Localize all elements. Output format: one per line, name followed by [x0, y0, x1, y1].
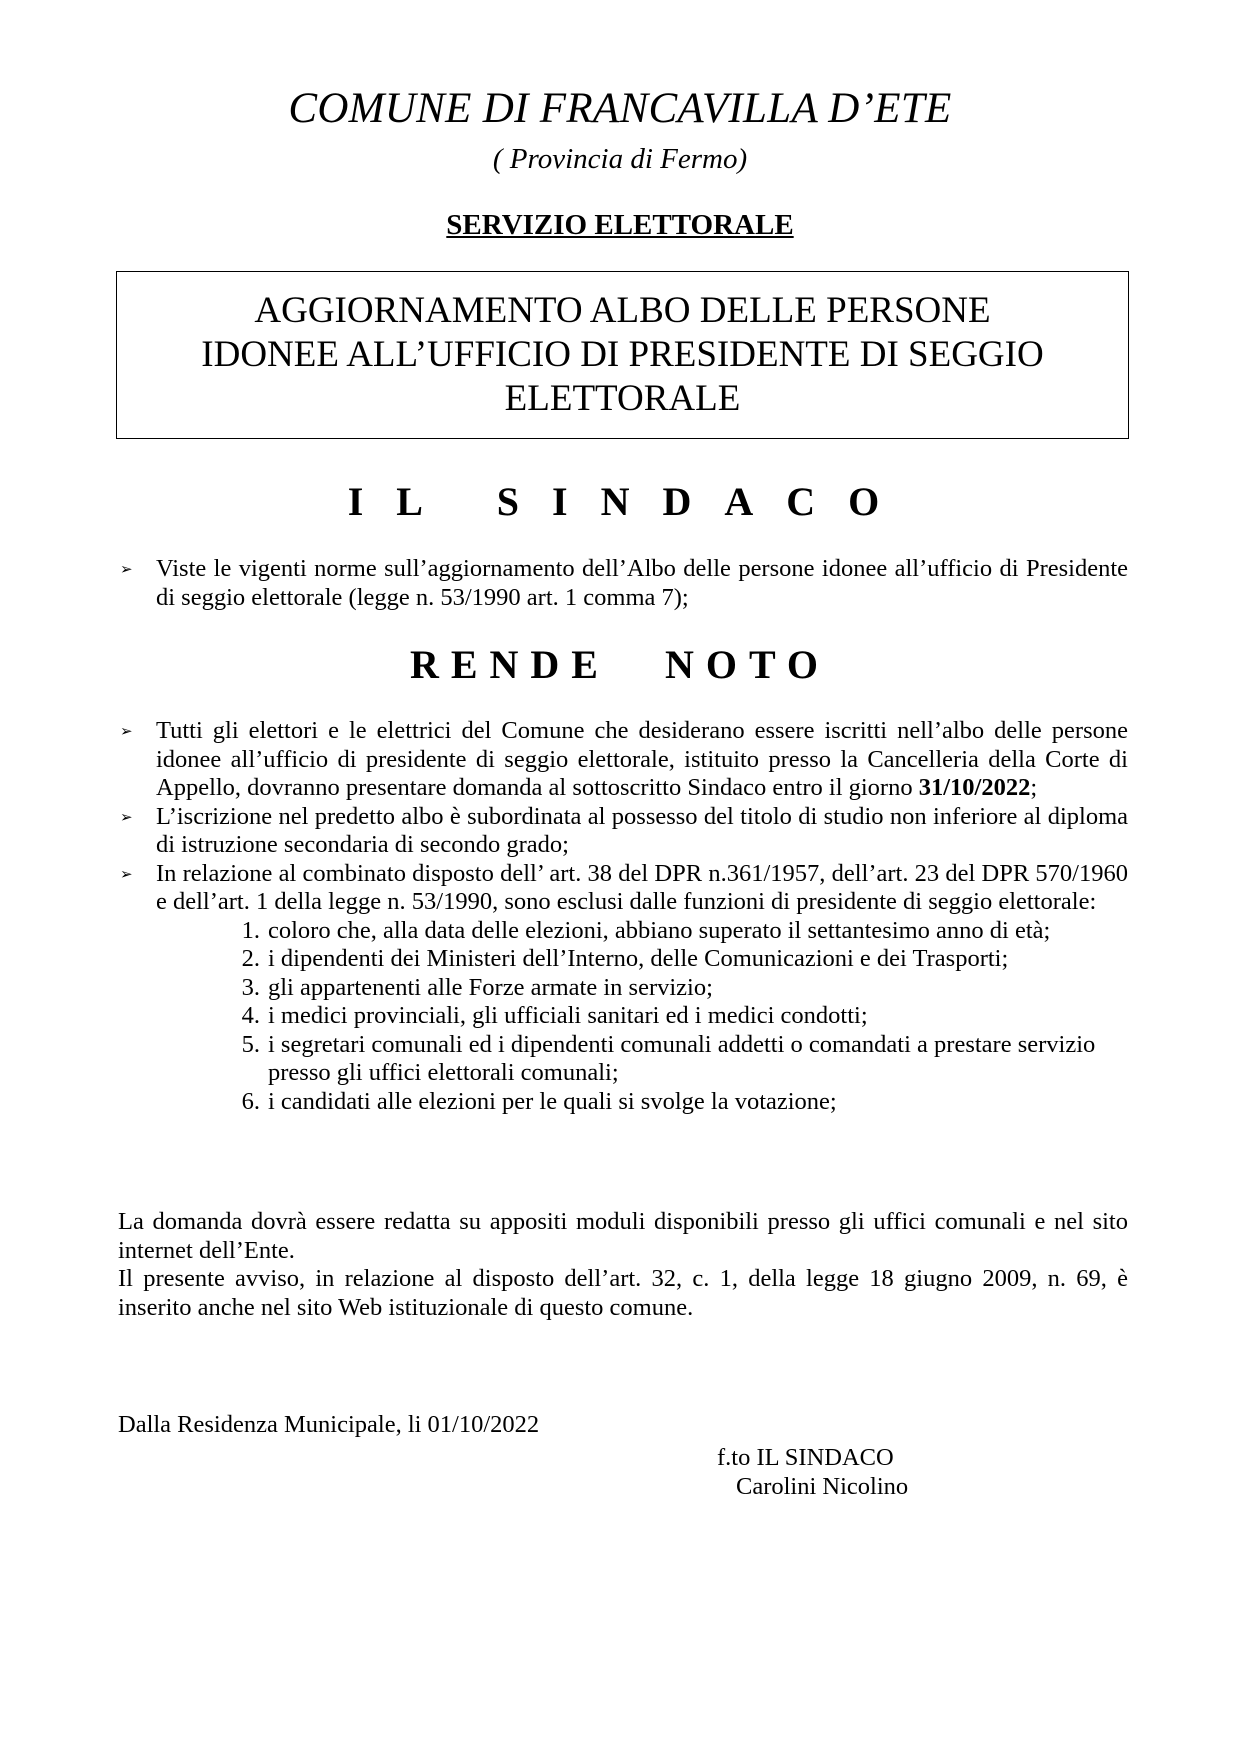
announcement-text: Tutti gli elettori e le elettrici del Comune che desiderano essere iscritti nell’albo delle persone idonee all’ufficio di presidente di seggio elettorale, istituito presso la Cancelleria della Corte di Appello, dovranno presentare domanda al sottoscritto Sindaco entro il giorno — [156, 717, 1128, 801]
rende-noto-word: RENDE — [409, 642, 610, 687]
exclusion-item — [232, 1088, 1102, 1117]
closing-paragraph: La domanda dovrà essere redatta su appositi moduli disponibili presso gli uffici comunali e nel sito internet dell’Ente. — [118, 1208, 1128, 1264]
announcement-text: L’iscrizione nel predetto albo è subordinata al possesso del titolo di studio non inferiore al diploma di istruzione secondaria di secondo grado; — [156, 802, 1128, 858]
signature-block — [717, 1443, 908, 1501]
service-heading: SERVIZIO ELETTORALE — [446, 209, 794, 241]
signature-role: f.to IL SINDACO — [717, 1444, 894, 1471]
exclusion-item — [232, 1031, 1102, 1088]
exclusion-number: 6. — [241, 1087, 260, 1115]
arrowhead-bullet-icon: ➢ — [120, 560, 133, 578]
exclusion-item — [232, 917, 1102, 946]
notice-title-line: ELETTORALE — [504, 378, 741, 419]
exclusion-item — [232, 974, 1102, 1003]
signature-name: Carolini Nicolino — [736, 1473, 909, 1500]
exclusion-number: 4. — [241, 1002, 260, 1029]
notice-title-box — [116, 271, 1129, 439]
arrowhead-bullet-icon: ➢ — [120, 807, 133, 826]
exclusion-text: i candidati alle elezioni per le quali si svolge la votazione; — [268, 1087, 837, 1115]
closing-paragraphs — [118, 1208, 1128, 1322]
announcement-text-end: ; — [1030, 774, 1038, 801]
premise-item — [118, 555, 1128, 612]
premise-text: Viste le vigenti norme sull’aggiornamento dell’Albo delle persone idonee all’ufficio di Presidente di seggio elettorale (legge n. 53/1990 art. 1 comma 7); — [156, 555, 1128, 611]
announcement-item — [118, 717, 1128, 803]
sindaco-heading: IL SINDACO — [347, 479, 913, 524]
exclusion-number: 1. — [241, 916, 260, 944]
exclusion-text: gli appartenenti alle Forze armate in servizio; — [268, 973, 713, 1001]
exclusion-text: coloro che, alla data delle elezioni, abbiano superato il settantesimo anno di età; — [268, 916, 1051, 944]
announcement-list — [118, 717, 1128, 1116]
exclusions-list — [232, 917, 1102, 1117]
exclusion-text: i segretari comunali ed i dipendenti comunali addetti o comandati a prestare servizio presso gli uffici elettorali comunali; — [268, 1030, 1096, 1086]
deadline-date: 31/10/2022 — [918, 774, 1031, 801]
notice-title-line: IDONEE ALL’UFFICIO DI PRESIDENTE DI SEGGIO — [201, 334, 1044, 375]
rende-noto-heading — [0, 642, 1240, 688]
exclusion-item — [232, 1002, 1102, 1031]
place-date-line: Dalla Residenza Municipale, li 01/10/2022 — [118, 1411, 540, 1438]
arrowhead-bullet-icon: ➢ — [120, 864, 133, 883]
closing-paragraph: Il presente avviso, in relazione al disposto dell’art. 32, c. 1, della legge 18 giugno 2009, n. 69, è inserito anche nel sito Web istituzionale di questo comune. — [118, 1265, 1128, 1321]
announcement-item — [118, 860, 1128, 917]
province-name: ( Provincia di Fermo) — [492, 143, 748, 175]
exclusion-number: 5. — [241, 1030, 260, 1058]
municipality-name: COMUNE DI FRANCAVILLA D’ETE — [288, 85, 952, 132]
rende-noto-word: NOTO — [664, 642, 831, 687]
exclusion-text: i dipendenti dei Ministeri dell’Interno, delle Comunicazioni e dei Trasporti; — [268, 945, 1009, 972]
arrowhead-bullet-icon: ➢ — [120, 722, 133, 740]
notice-title-line: AGGIORNAMENTO ALBO DELLE PERSONE — [254, 290, 991, 331]
notice-title — [181, 289, 1063, 421]
exclusion-number: 3. — [241, 973, 260, 1001]
exclusion-number: 2. — [241, 945, 260, 972]
announcement-item — [118, 803, 1128, 860]
exclusion-item — [232, 945, 1102, 974]
exclusion-text: i medici provinciali, gli ufficiali sanitari ed i medici condotti; — [268, 1002, 868, 1029]
announcement-text: In relazione al combinato disposto dell’ art. 38 del DPR n.361/1957, dell’art. 23 del DPR 570/1960 e dell’art. 1 della legge n. 53/1990, sono esclusi dalle funzioni di presidente di seggio elettorale: — [156, 859, 1128, 915]
premise-list — [118, 555, 1128, 612]
